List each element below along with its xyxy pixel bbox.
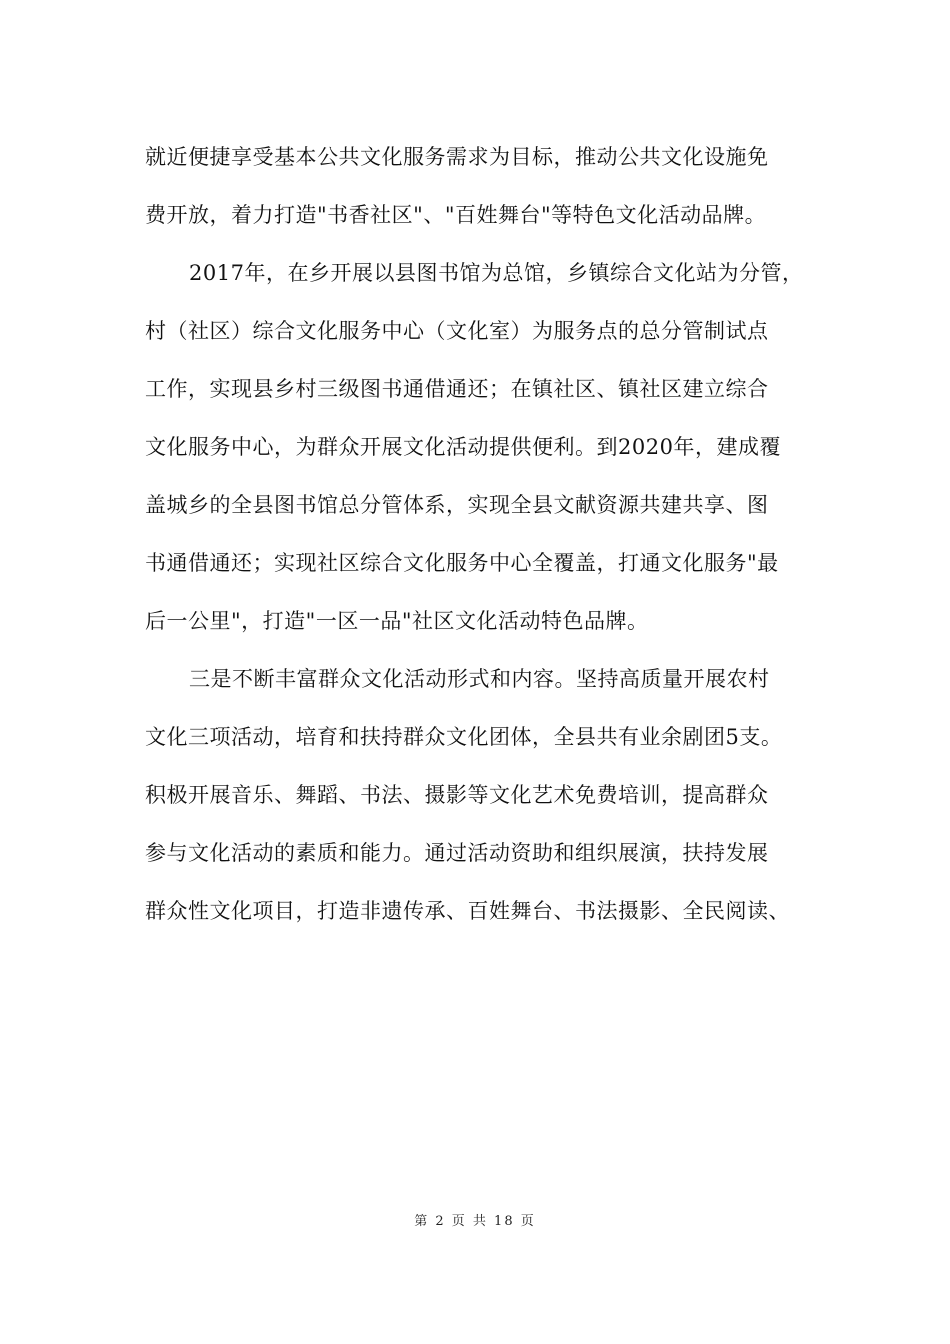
paragraph-line: 费开放，着力打造"书香社区"、"百姓舞台"等特色文化活动品牌。 [145,203,767,227]
page-number-footer: 第 2 页 共 18 页 [414,1214,536,1229]
paragraph-line: 群众性文化项目，打造非遗传承、百姓舞台、书法摄影、全民阅读、 [145,899,790,923]
paragraph-line: 就近便捷享受基本公共文化服务需求为目标，推动公共文化设施免 [145,145,769,169]
paragraph-line: 后一公里"，打造"一区一品"社区文化活动特色品牌。 [145,609,649,633]
paragraph-line: 三是不断丰富群众文化活动形式和内容。坚持高质量开展农村 [189,667,770,691]
paragraph-line: 工作，实现县乡村三级图书通借通还；在镇社区、镇社区建立综合 [145,377,769,401]
paragraph-line: 文化服务中心，为群众开展文化活动提供便利。到2020年，建成覆 [145,435,781,459]
paragraph-line: 积极开展音乐、舞蹈、书法、摄影等文化艺术免费培训，提高群众 [145,783,769,807]
paragraph-line: 村（社区）综合文化服务中心（文化室）为服务点的总分管制试点 [145,319,769,343]
paragraph-line: 盖城乡的全县图书馆总分管体系，实现全县文献资源共建共享、图 [145,493,769,517]
paragraph-line: 2017年，在乡开展以县图书馆为总馆，乡镇综合文化站为分管， [189,261,804,285]
document-body [145,128,825,940]
paragraph-line: 参与文化活动的素质和能力。通过活动资助和组织展演，扶持发展 [145,841,769,865]
paragraph-line: 书通借通还；实现社区综合文化服务中心全覆盖，打通文化服务"最 [145,551,779,575]
paragraph-line: 文化三项活动，培育和扶持群众文化团体，全县共有业余剧团5支。 [145,725,783,749]
